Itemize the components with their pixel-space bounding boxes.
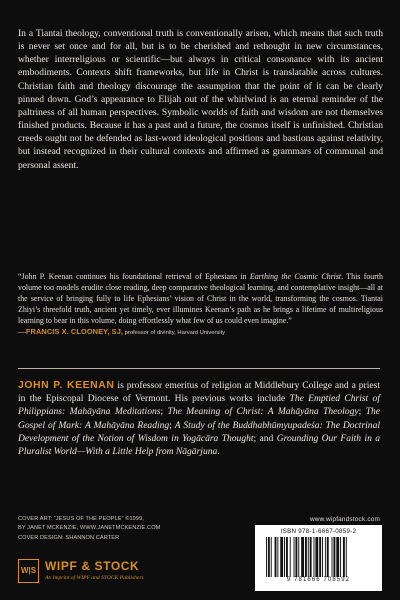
- description-text: In a Tiantai theology, conventional truth is conventionally arisen, which means that such truth is never set once and for all, but is to be cherished and rethought in new circumstances, whether interreligious or scientific—but always in critical consonance with its ancient embodiments. Contexts shift frameworks, but life in Christ is translatable across cultures. Christian faith and theology discourage the assumption that the point of it can be clearly pinned down. God’s appearance to Elijah out of the whirlwind is an eternal reminder of the paltriness of all human perspectives. Symbolic worlds of faith and wisdom are not themselves finished products. Because it has a past and a future, the cosmos itself is unfinished. Christian creeds ought not be defended as last-word ideological positions and bastions against relativity, but instead recognized in their cultural contexts and affirmed as grammars of communal and personal assent.: [18, 28, 383, 171]
- publisher-block: [18, 557, 198, 589]
- bio-work-1: The Emptied Christ of Philippians: Mahāyāna Meditations: [18, 393, 380, 418]
- bio-work-2: The Meaning of Christ: A Mahāyāna Theology: [167, 406, 359, 418]
- bio-separator: ;: [160, 406, 168, 418]
- description-paragraph: [18, 27, 383, 172]
- bio-work-3: The Gospel of Mark: A Mahāyāna Reading: [18, 406, 381, 431]
- section-divider: [18, 368, 380, 369]
- endorsement-block: [18, 271, 383, 340]
- bio-end: .: [217, 446, 220, 458]
- isbn-barcode-panel: [255, 525, 382, 591]
- barcode-icon: [263, 537, 375, 577]
- endorser-title: professor of divinity, Harvard University: [123, 330, 226, 337]
- endorsement-text-end: . This fourth volume too models erudite close reading, deep comparative theological learning, and contemplative insight—all at the service of bringing fully to life Ephesians’ vision of Christ in the world, transforming the cosmos. Tiantai Zhiyi’s threefold truth, ancient yet timely, ever illumines Keenan’s path as he brings a lifetime of multireligious learning to bear in this volume, doing effortlessly what few of us could even imagine.”: [18, 272, 383, 326]
- bio-separator: ;: [169, 419, 175, 431]
- publisher-website: www.wipfandstock.com: [309, 516, 380, 523]
- endorser-name: FRANCIS X. CLOONEY, SJ,: [25, 327, 124, 337]
- publisher-name: WIPF & STOCK: [45, 559, 140, 573]
- credit-line-artist: BY JANET MCKENZIE, WWW.JANETMCKENZIE.COM: [18, 525, 161, 532]
- barcode-digits: 9 781666 708592: [286, 577, 351, 583]
- credit-line-design: COVER DESIGN: SHANNON CARTER: [18, 534, 120, 541]
- endorsement-text-start: “John P. Keenan continues his foundational retrieval of Ephesians in: [18, 272, 250, 281]
- attribution-dash: —: [18, 327, 26, 337]
- isbn-label: ISBN 978-1-6667-0859-2: [280, 528, 357, 535]
- publisher-tagline: An Imprint of WIPF and STOCK Publishers: [45, 575, 144, 581]
- endorsement-attribution: [18, 326, 383, 339]
- publisher-logo-icon: W|S: [18, 559, 39, 583]
- bio-text-1: is professor emeritus of religion at Middlebury College and a priest in the Episcopal Diocese of Vermont. His previous works include: [18, 380, 380, 405]
- author-bio: [18, 379, 380, 458]
- bio-separator: ; and: [253, 432, 277, 444]
- credit-line-art: COVER ART: “JESUS OF THE PEOPLE” ©1999,: [18, 516, 144, 522]
- bio-work-4: A Study of the Buddhabhūmyupadeśa: The Doctrinal Development of the Notion of Wisdom in Yogācāra Thought: [18, 419, 381, 444]
- cover-credits: [18, 515, 218, 543]
- bio-separator: ;: [358, 406, 366, 418]
- author-name: JOHN P. KEENAN: [18, 380, 115, 391]
- endorsement-book-title: Earthing the Cosmic Christ: [249, 272, 342, 281]
- bio-work-5: Grounding Our Faith in a Pluralist World—With a Little Help from Nāgārjuna: [18, 432, 380, 458]
